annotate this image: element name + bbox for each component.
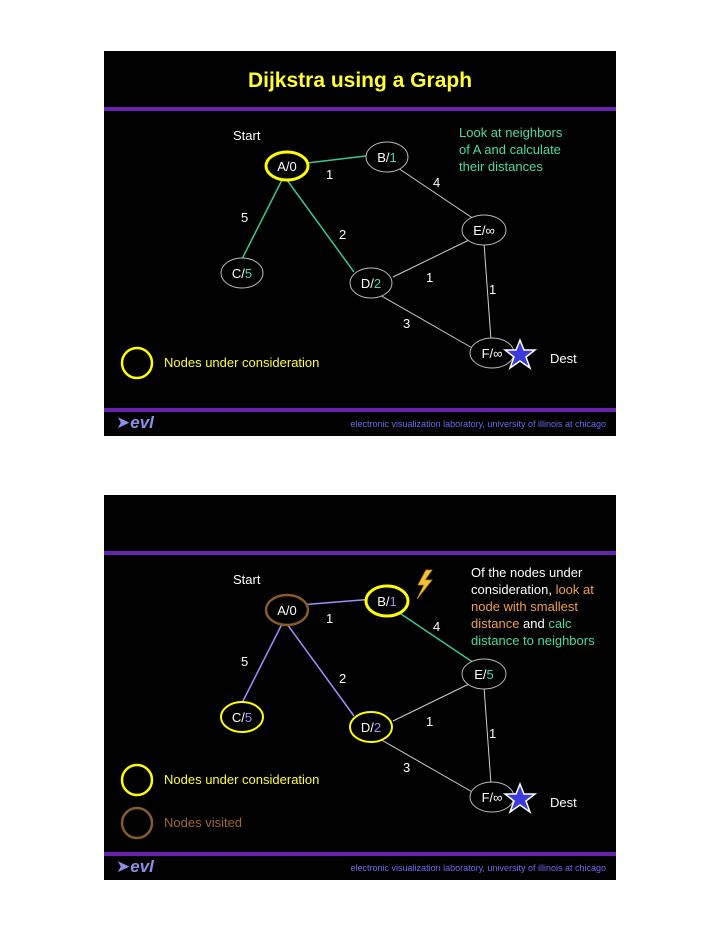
weight-ab: 1 xyxy=(326,167,334,182)
note-line-3: node with smallest xyxy=(471,599,578,614)
weight-de: 1 xyxy=(426,270,434,285)
node-b-label: B/1 xyxy=(377,150,397,165)
note-line-3: their distances xyxy=(459,159,543,174)
weight-ac: 5 xyxy=(241,210,249,225)
footer-text: electronic visualization laboratory, university of illinois at chicago xyxy=(350,419,606,429)
edge-a-d xyxy=(287,180,354,272)
legend-consideration-icon xyxy=(122,348,152,378)
legend-consideration-label: Nodes under consideration xyxy=(164,772,320,787)
start-label: Start xyxy=(233,572,261,587)
graph-diagram xyxy=(104,51,616,436)
slide-title: Dijkstra using a Graph xyxy=(247,69,473,92)
evl-logo: ➤evl xyxy=(116,413,154,432)
edge-d-f xyxy=(378,294,474,349)
node-f-label: F/∞ xyxy=(481,346,503,361)
node-d-label: D/2 xyxy=(360,276,382,291)
note-line-2: of A and calculate xyxy=(459,142,561,157)
legend-visited-label: Nodes visited xyxy=(164,815,243,830)
node-f-label: F/∞ xyxy=(481,790,503,805)
slide-1 xyxy=(104,51,616,436)
weight-ef: 1 xyxy=(489,726,497,741)
node-a-label: A/0 xyxy=(277,159,297,174)
node-b-label: B/1 xyxy=(377,594,397,609)
note-line-2: consideration, look at xyxy=(471,582,594,597)
start-label: Start xyxy=(233,128,261,143)
weight-ad: 2 xyxy=(339,671,347,686)
node-d-label: D/2 xyxy=(360,720,382,735)
node-e-label: E/∞ xyxy=(473,223,495,238)
explanation-note xyxy=(459,124,562,175)
legend-consideration-label: Nodes under consideration xyxy=(164,355,320,370)
weight-ef: 1 xyxy=(489,282,497,297)
weight-ad: 2 xyxy=(339,227,347,242)
footer-text: electronic visualization laboratory, university of illinois at chicago xyxy=(350,863,606,873)
note-line-1: Look at neighbors xyxy=(459,125,563,140)
node-c-label: C/5 xyxy=(231,266,253,281)
node-e-label: E/5 xyxy=(474,667,494,682)
weight-be: 4 xyxy=(433,619,441,634)
weight-ab: 1 xyxy=(326,611,334,626)
dest-label: Dest xyxy=(550,351,577,366)
node-a-label: A/0 xyxy=(277,603,297,618)
legend-consideration-icon xyxy=(122,765,152,795)
footer-divider xyxy=(104,408,616,412)
edge-a-d xyxy=(287,624,354,716)
weight-df: 3 xyxy=(403,760,411,775)
weight-be: 4 xyxy=(433,175,441,190)
weight-de: 1 xyxy=(426,714,434,729)
edge-d-f xyxy=(378,738,474,793)
weight-ac: 5 xyxy=(241,654,249,669)
node-c-label: C/5 xyxy=(231,710,253,725)
weight-df: 3 xyxy=(403,316,411,331)
dest-label: Dest xyxy=(550,795,577,810)
note-line-1: Of the nodes under xyxy=(471,565,583,580)
evl-logo: ➤evl xyxy=(116,857,154,876)
explanation-note xyxy=(471,564,595,649)
legend-visited-icon xyxy=(122,808,152,838)
footer-divider xyxy=(104,852,616,856)
note-line-4: distance and calc xyxy=(471,616,572,631)
slide-2 xyxy=(104,495,616,880)
note-line-5: distance to neighbors xyxy=(471,633,595,648)
lightning-icon xyxy=(417,570,432,599)
